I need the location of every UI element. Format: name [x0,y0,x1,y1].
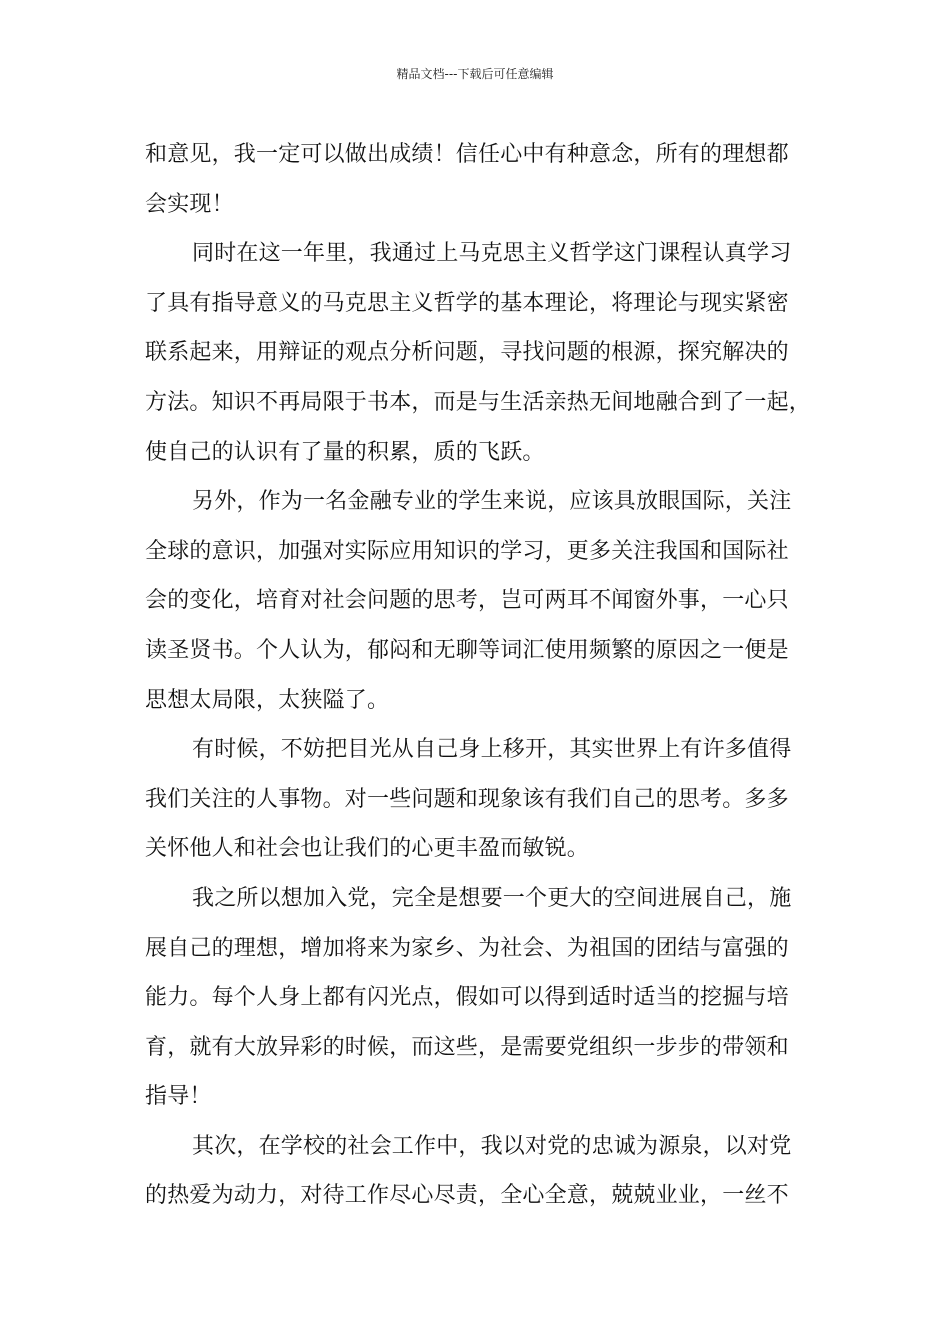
text-line: 读圣贤书。个人认为，郁闷和无聊等词汇使用频繁的原因之一便是 [145,637,789,663]
text-line: 全球的意识，加强对实际应用知识的学习，更多关注我国和国际社 [145,538,789,564]
text-line: 能力。每个人身上都有闪光点，假如可以得到适时适当的挖掘与培 [145,985,789,1011]
text-line: 联系起来，用辩证的观点分析问题，寻找问题的根源，探究解决的 [145,340,789,366]
text-line: 会的变化，培育对社会问题的思考，岂可两耳不闻窗外事，一心只 [145,588,789,614]
text-line: 的热爱为动力，对待工作尽心尽责，全心全意，兢兢业业，一丝不 [145,1183,789,1209]
text-line: 指导！ [145,1084,212,1110]
text-line: 方法。知识不再局限于书本，而是与生活亲热无间地融合到了一起， [145,389,812,415]
text-line: 会实现！ [145,191,234,217]
text-line: 我之所以想加入党，完全是想要一个更大的空间进展自己，施 [192,885,792,911]
text-line: 我们关注的人事物。对一些问题和现象该有我们自己的思考。多多 [145,786,789,812]
text-line: 使自己的认识有了量的积累，质的飞跃。 [145,439,545,465]
text-line: 思想太局限，太狭隘了。 [145,687,390,713]
text-line: 和意见，我一定可以做出成绩！信任心中有种意念，所有的理想都 [145,142,789,167]
page-header: 精品文档---下载后可任意编辑 [396,67,554,81]
text-line: 了具有指导意义的马克思主义哲学的基本理论，将理论与现实紧密 [145,290,789,316]
text-line: 其次，在学校的社会工作中，我以对党的忠诚为源泉，以对党 [192,1133,792,1159]
text-line: 育，就有大放异彩的时候，而这些，是需要党组织一步步的带领和 [145,1034,789,1060]
document-body [145,130,825,1221]
text-line: 展自己的理想，增加将来为家乡、为社会、为祖国的团结与富强的 [145,935,789,961]
text-line: 同时在这一年里，我通过上马克思主义哲学这门课程认真学习 [192,241,792,267]
text-line: 有时候，不妨把目光从自己身上移开，其实世界上有许多值得 [192,737,792,763]
text-line: 关怀他人和社会也让我们的心更丰盈而敏锐。 [145,836,590,862]
text-line: 另外，作为一名金融专业的学生来说，应该具放眼国际，关注 [192,489,792,515]
